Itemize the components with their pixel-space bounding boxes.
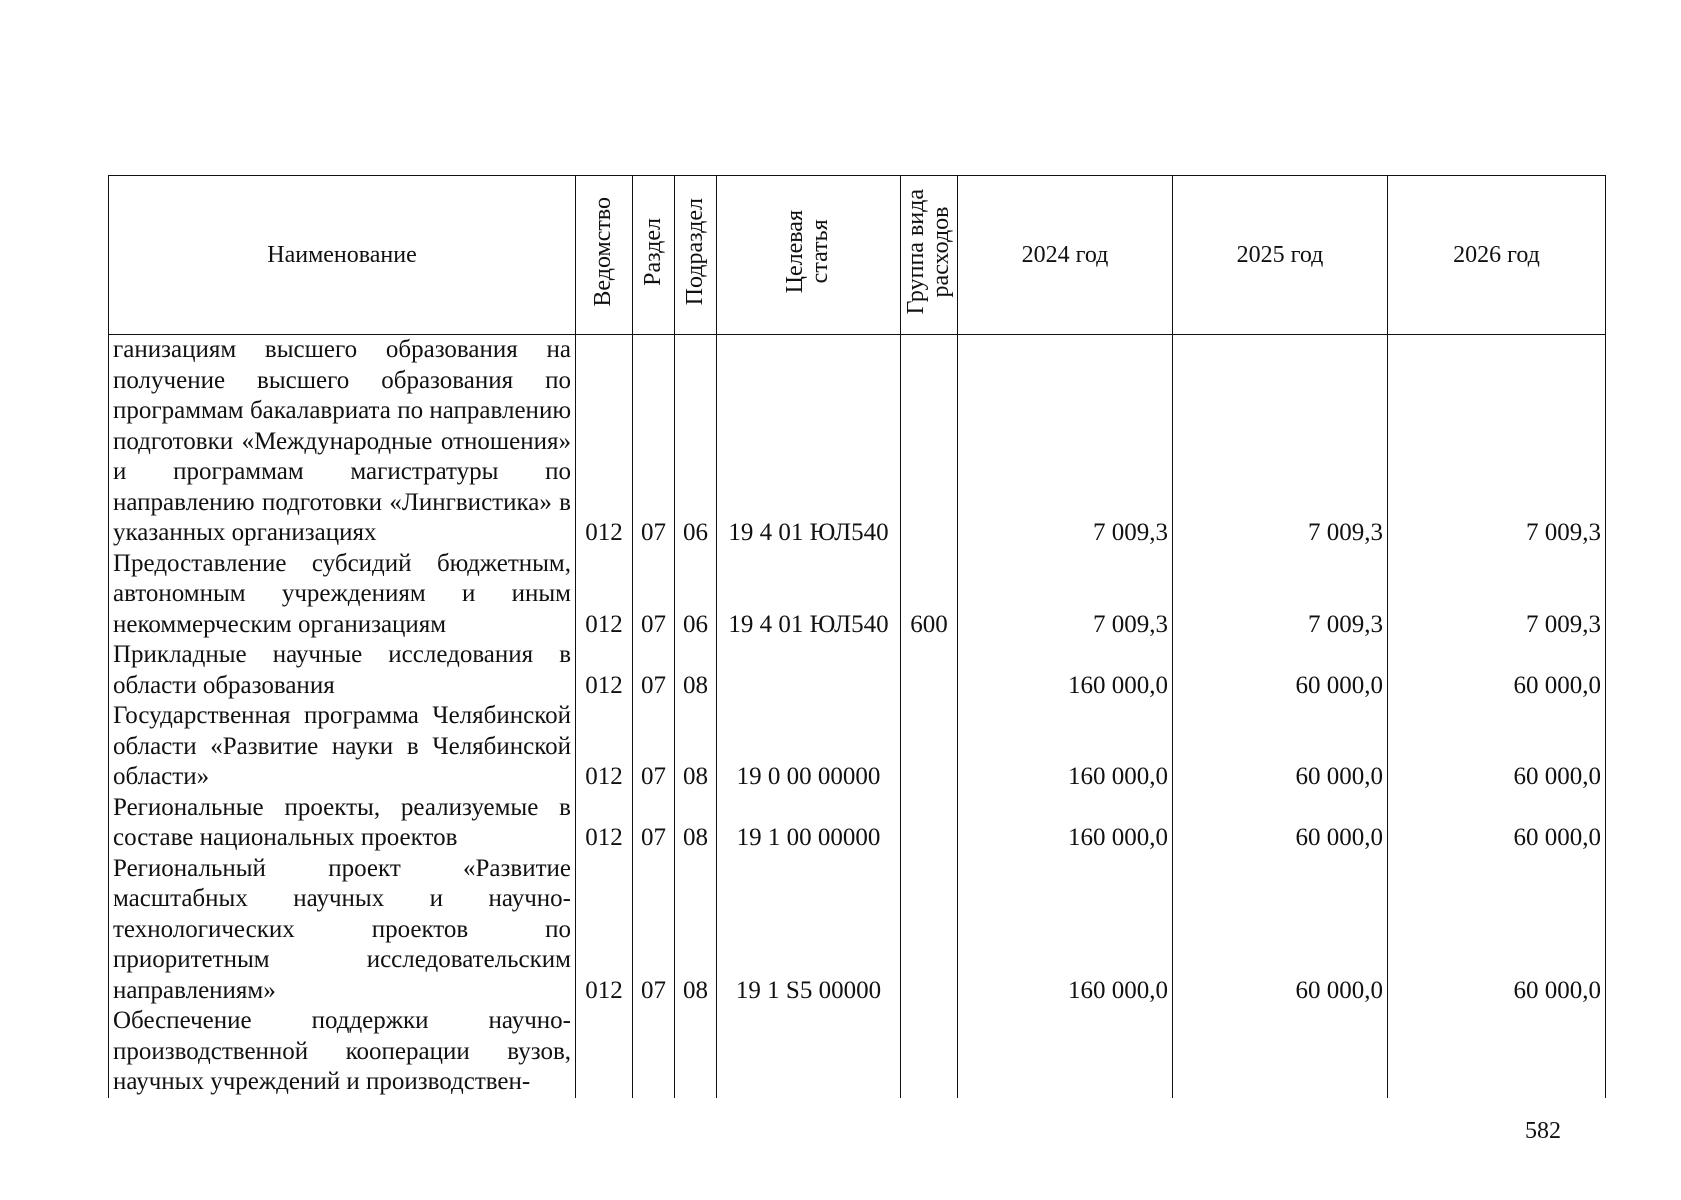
row-section: 07 xyxy=(633,793,675,854)
row-target-article: 19 1 S5 00000 xyxy=(717,854,901,1007)
table-row xyxy=(109,640,1606,701)
table-row xyxy=(109,335,1606,549)
row-department: 012 xyxy=(576,335,633,549)
table-row xyxy=(109,854,1606,1007)
row-amount-2024: 7 009,3 xyxy=(958,549,1173,641)
table-row xyxy=(109,549,1606,641)
header-section xyxy=(633,176,675,335)
row-amount-2025: 60 000,0 xyxy=(1173,701,1388,793)
row-department: 012 xyxy=(576,640,633,701)
row-name: Обеспечение поддержки научно-производственной кооперации вузов, научных учреждений и производствен- xyxy=(109,1006,576,1098)
header-year-2024-label: 2024 год xyxy=(1021,241,1109,268)
page-number: 582 xyxy=(1525,1118,1561,1144)
row-name: ганизациям высшего образования на получение высшего образования по программам бакалавриата по направлению подготовки «Международные отношения» и программам магистратуры по направлению подготовки «Лингвистика» в указанных организациях xyxy=(109,335,576,549)
table-row xyxy=(109,793,1606,854)
table-header xyxy=(109,176,1606,335)
row-amount-2025: 60 000,0 xyxy=(1173,854,1388,1007)
row-target-article: 19 4 01 ЮЛ540 xyxy=(717,335,901,549)
header-department xyxy=(576,176,633,335)
row-expense-group: 600 xyxy=(901,549,958,641)
row-amount-2026: 7 009,3 xyxy=(1388,549,1606,641)
row-amount-2025: 7 009,3 xyxy=(1173,549,1388,641)
row-section xyxy=(633,1006,675,1098)
row-amount-2026: 60 000,0 xyxy=(1388,854,1606,1007)
row-section: 07 xyxy=(633,335,675,549)
header-year-2026 xyxy=(1388,176,1606,335)
row-expense-group xyxy=(901,335,958,549)
header-group-line1: Группа вида xyxy=(902,188,929,315)
row-section: 07 xyxy=(633,854,675,1007)
row-amount-2025: 60 000,0 xyxy=(1173,640,1388,701)
row-amount-2026: 60 000,0 xyxy=(1388,640,1606,701)
header-department-label: Ведомство xyxy=(590,196,617,307)
table-row xyxy=(109,701,1606,793)
table-body xyxy=(109,335,1606,1098)
row-amount-2024 xyxy=(958,1006,1173,1098)
row-amount-2026: 60 000,0 xyxy=(1388,701,1606,793)
row-amount-2024: 160 000,0 xyxy=(958,854,1173,1007)
row-subsection: 08 xyxy=(675,854,717,1007)
row-name: Государственная программа Челябинской области «Развитие науки в Челябинской области» xyxy=(109,701,576,793)
row-name: Предоставление субсидий бюджетным, автономным учреждениям и иным некоммерческим организациям xyxy=(109,549,576,641)
row-expense-group xyxy=(901,854,958,1007)
row-target-article xyxy=(717,640,901,701)
row-subsection: 08 xyxy=(675,701,717,793)
row-name: Региональный проект «Развитие масштабных научных и научно-технологических проектов по приоритетным исследовательским направлениям» xyxy=(109,854,576,1007)
header-group-line2: расходов xyxy=(928,206,954,297)
budget-table xyxy=(108,175,1606,1098)
header-target-article xyxy=(717,176,901,335)
header-name-label: Наименование xyxy=(267,241,417,268)
row-expense-group xyxy=(901,701,958,793)
row-target-article xyxy=(717,1006,901,1098)
row-amount-2025 xyxy=(1173,1006,1388,1098)
header-expense-group xyxy=(901,176,958,335)
row-subsection: 06 xyxy=(675,549,717,641)
row-expense-group xyxy=(901,640,958,701)
header-target-line1: Целевая xyxy=(782,209,809,294)
header-target-article-label xyxy=(783,210,833,293)
row-target-article: 19 1 00 00000 xyxy=(717,793,901,854)
row-department: 012 xyxy=(576,701,633,793)
row-amount-2025: 60 000,0 xyxy=(1173,793,1388,854)
row-section: 07 xyxy=(633,549,675,641)
header-year-2025 xyxy=(1173,176,1388,335)
row-amount-2025: 7 009,3 xyxy=(1173,335,1388,549)
row-amount-2024: 160 000,0 xyxy=(958,701,1173,793)
budget-table-container xyxy=(108,175,1605,1098)
table-row xyxy=(109,1006,1606,1098)
header-subsection xyxy=(675,176,717,335)
row-department: 012 xyxy=(576,854,633,1007)
row-amount-2026 xyxy=(1388,1006,1606,1098)
row-subsection xyxy=(675,1006,717,1098)
header-year-2024 xyxy=(958,176,1173,335)
row-target-article: 19 0 00 00000 xyxy=(717,701,901,793)
row-subsection: 06 xyxy=(675,335,717,549)
header-expense-group-label xyxy=(904,189,954,314)
row-department: 012 xyxy=(576,793,633,854)
row-amount-2026: 7 009,3 xyxy=(1388,335,1606,549)
header-name xyxy=(109,176,576,335)
row-section: 07 xyxy=(633,701,675,793)
row-department: 012 xyxy=(576,549,633,641)
row-subsection: 08 xyxy=(675,640,717,701)
header-subsection-label: Подраздел xyxy=(681,197,708,306)
row-name: Региональные проекты, реализуемые в составе национальных проектов xyxy=(109,793,576,854)
row-department xyxy=(576,1006,633,1098)
row-expense-group xyxy=(901,1006,958,1098)
row-amount-2024: 7 009,3 xyxy=(958,335,1173,549)
row-name: Прикладные научные исследования в области образования xyxy=(109,640,576,701)
header-section-label: Раздел xyxy=(639,217,666,286)
header-year-2025-label: 2025 год xyxy=(1236,241,1324,268)
row-expense-group xyxy=(901,793,958,854)
row-amount-2024: 160 000,0 xyxy=(958,640,1173,701)
row-amount-2024: 160 000,0 xyxy=(958,793,1173,854)
row-section: 07 xyxy=(633,640,675,701)
header-year-2026-label: 2026 год xyxy=(1453,241,1540,268)
row-subsection: 08 xyxy=(675,793,717,854)
header-target-line2: статья xyxy=(807,219,834,284)
row-amount-2026: 60 000,0 xyxy=(1388,793,1606,854)
row-target-article: 19 4 01 ЮЛ540 xyxy=(717,549,901,641)
